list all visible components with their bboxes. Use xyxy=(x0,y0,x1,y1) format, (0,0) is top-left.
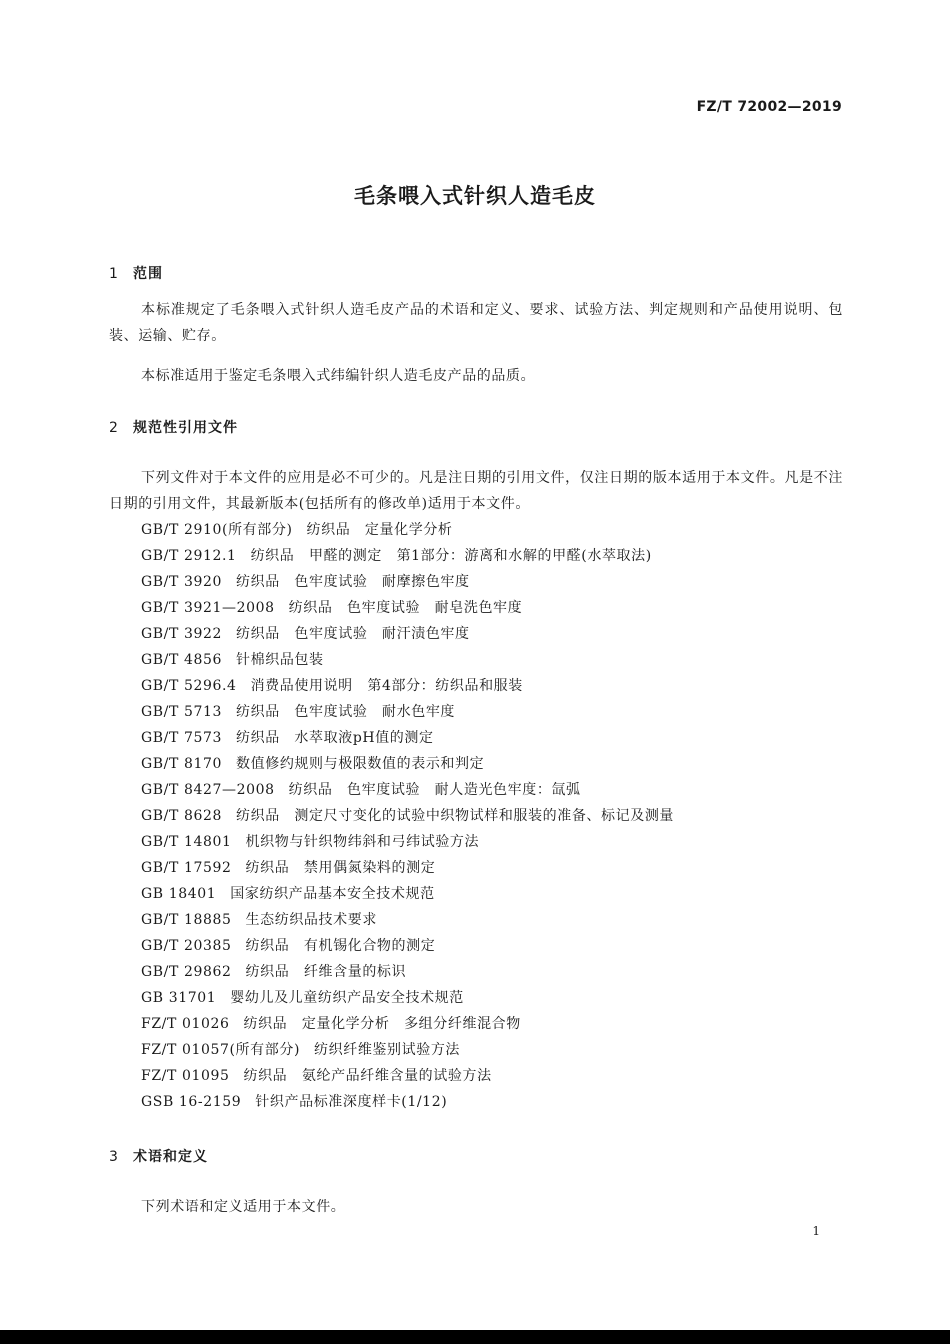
reference-item xyxy=(141,1063,674,1089)
reference-code: GB 31701 xyxy=(141,990,217,1006)
reference-item xyxy=(141,881,674,907)
reference-item xyxy=(141,647,674,673)
reference-title: 纺织品 定量化学分析 多组分纤维混合物 xyxy=(243,1016,521,1032)
reference-title: 纺织品 测定尺寸变化的试验中织物试样和服装的准备、标记及测量 xyxy=(236,808,675,824)
reference-list xyxy=(141,517,674,1115)
document-title: 毛条喂入式针织人造毛皮 xyxy=(354,184,596,208)
reference-item xyxy=(141,1037,674,1063)
reference-item xyxy=(141,855,674,881)
reference-title: 纺织品 色牢度试验 耐皂洗色牢度 xyxy=(288,600,523,616)
reference-item xyxy=(141,959,674,985)
reference-title: 国家纺织产品基本安全技术规范 xyxy=(230,886,435,902)
reference-title: 纺织品 色牢度试验 耐摩擦色牢度 xyxy=(236,574,470,590)
section-number: 2 xyxy=(109,420,119,436)
reference-code: GB/T 2910(所有部分) xyxy=(141,522,293,538)
reference-item xyxy=(141,803,674,829)
reference-code: GB/T 3920 xyxy=(141,574,223,590)
reference-title: 机织物与针织物纬斜和弓纬试验方法 xyxy=(245,834,480,850)
reference-title: 婴幼儿及儿童纺织产品安全技术规范 xyxy=(230,990,464,1006)
reference-item xyxy=(141,621,674,647)
reference-title: 纺织品 色牢度试验 耐汗渍色牢度 xyxy=(236,626,470,642)
reference-code: GSB 16-2159 xyxy=(141,1094,242,1110)
reference-item xyxy=(141,985,674,1011)
reference-item xyxy=(141,907,674,933)
reference-title: 纺织品 定量化学分析 xyxy=(306,522,453,538)
reference-code: GB/T 3922 xyxy=(141,626,223,642)
section-title: 术语和定义 xyxy=(133,1149,208,1165)
reference-code: FZ/T 01057(所有部分) xyxy=(141,1042,301,1058)
reference-item xyxy=(141,699,674,725)
reference-item xyxy=(141,1089,674,1115)
reference-code: GB 18401 xyxy=(141,886,217,902)
reference-item xyxy=(141,933,674,959)
reference-code: GB/T 2912.1 xyxy=(141,548,237,564)
document-code: FZ/T 72002—2019 xyxy=(696,99,842,115)
scope-paragraph-2: 本标准适用于鉴定毛条喂入式纬编针织人造毛皮产品的品质。 xyxy=(141,368,536,384)
reference-item xyxy=(141,751,674,777)
reference-code: GB/T 8628 xyxy=(141,808,223,824)
reference-item xyxy=(141,595,674,621)
reference-title: 纺织品 色牢度试验 耐水色牢度 xyxy=(236,704,456,720)
reference-code: GB/T 17592 xyxy=(141,860,232,876)
reference-title: 纺织品 甲醛的测定 第1部分：游离和水解的甲醛(水萃取法) xyxy=(250,548,652,564)
reference-title: 纺织品 水萃取液pH值的测定 xyxy=(236,730,434,746)
reference-item xyxy=(141,673,674,699)
reference-code: FZ/T 01026 xyxy=(141,1016,230,1032)
section-number: 1 xyxy=(109,266,119,282)
reference-code: GB/T 29862 xyxy=(141,964,232,980)
page-number: 1 xyxy=(812,1224,820,1238)
section-number: 3 xyxy=(109,1149,119,1165)
reference-title: 消费品使用说明 第4部分：纺织品和服装 xyxy=(250,678,523,694)
reference-title: 生态纺织品技术要求 xyxy=(245,912,377,928)
reference-title: 纺织品 纤维含量的标识 xyxy=(245,964,407,980)
scope-paragraph-1: 本标准规定了毛条喂入式针织人造毛皮产品的术语和定义、要求、试验方法、判定规则和产品使用说明、包装、运输、贮存。 xyxy=(109,302,843,344)
reference-item xyxy=(141,829,674,855)
reference-item xyxy=(141,725,674,751)
bottom-border xyxy=(0,1330,950,1344)
reference-title: 纺织品 色牢度试验 耐人造光色牢度：氙弧 xyxy=(288,782,581,798)
reference-title: 数值修约规则与极限数值的表示和判定 xyxy=(236,756,485,772)
section-heading-terms xyxy=(109,1146,208,1166)
reference-code: GB/T 3921—2008 xyxy=(141,600,275,616)
reference-item xyxy=(141,1011,674,1037)
reference-code: FZ/T 01095 xyxy=(141,1068,230,1084)
reference-code: GB/T 7573 xyxy=(141,730,223,746)
reference-code: GB/T 4856 xyxy=(141,652,223,668)
terms-intro: 下列术语和定义适用于本文件。 xyxy=(141,1199,346,1215)
section-title: 规范性引用文件 xyxy=(133,420,238,436)
reference-title: 纺织品 禁用偶氮染料的测定 xyxy=(245,860,436,876)
reference-title: 纺织品 氨纶产品纤维含量的试验方法 xyxy=(243,1068,492,1084)
reference-code: GB/T 8427—2008 xyxy=(141,782,275,798)
reference-item xyxy=(141,777,674,803)
section-heading-normative-references xyxy=(109,417,238,437)
references-intro: 下列文件对于本文件的应用是必不可少的。凡是注日期的引用文件，仅注日期的版本适用于本文件。凡是不注日期的引用文件，其最新版本(包括所有的修改单)适用于本文件。 xyxy=(109,470,843,512)
reference-title: 针织产品标准深度样卡(1/12) xyxy=(255,1094,448,1110)
reference-code: GB/T 14801 xyxy=(141,834,232,850)
reference-code: GB/T 20385 xyxy=(141,938,232,954)
reference-item xyxy=(141,569,674,595)
reference-title: 纺织品 有机锡化合物的测定 xyxy=(245,938,436,954)
reference-code: GB/T 8170 xyxy=(141,756,223,772)
reference-title: 纺织纤维鉴别试验方法 xyxy=(314,1042,461,1058)
section-heading-scope xyxy=(109,263,163,283)
reference-code: GB/T 18885 xyxy=(141,912,232,928)
reference-item xyxy=(141,517,674,543)
reference-code: GB/T 5296.4 xyxy=(141,678,237,694)
reference-title: 针棉织品包装 xyxy=(236,652,324,668)
reference-item xyxy=(141,543,674,569)
section-title: 范围 xyxy=(133,266,163,282)
reference-code: GB/T 5713 xyxy=(141,704,223,720)
